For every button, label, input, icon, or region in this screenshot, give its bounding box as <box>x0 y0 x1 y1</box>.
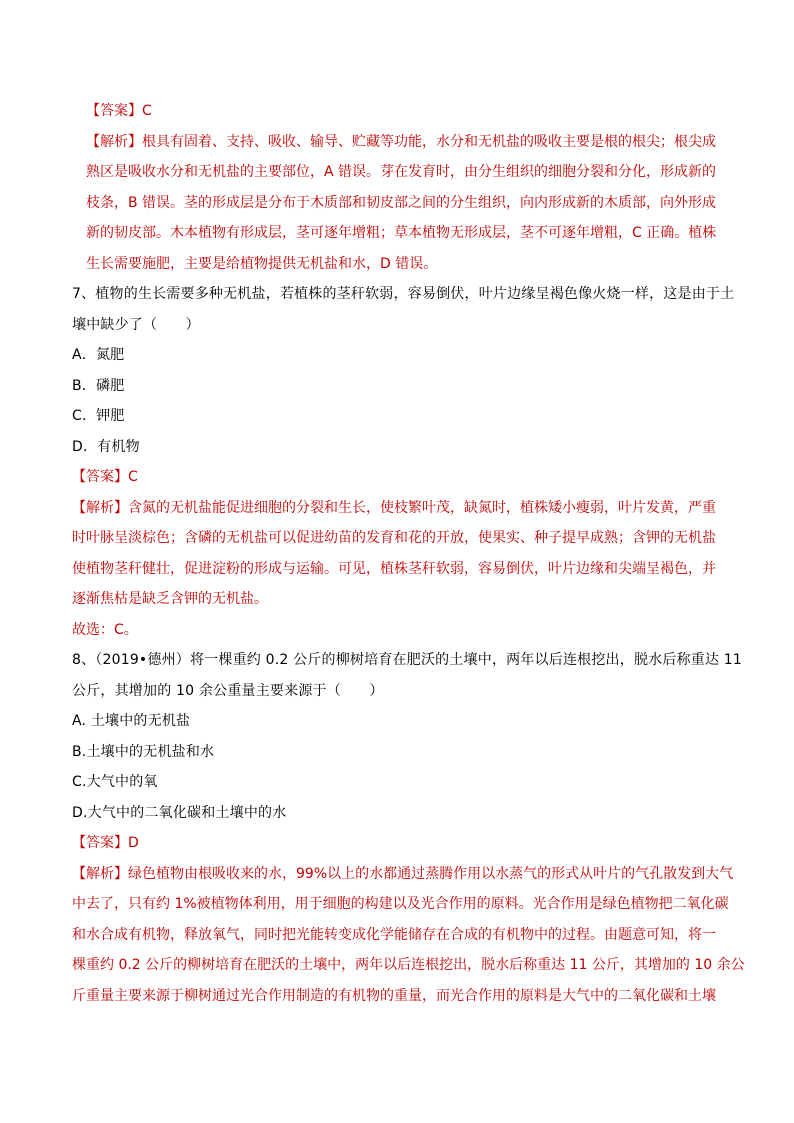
q6-analysis-line-2: 熟区是吸收水分和无机盐的主要部位，A 错误。芽在发育时，由分生组织的细胞分裂和分化，形成新的 <box>86 164 717 180</box>
q8-analysis-line-2: 中去了，只有约 1%被植物体利用，用于细胞的构建以及光合作用的原料。光合作用是绿色植物把二氧化碳 <box>72 896 729 912</box>
q7-option-a: A．氮肥 <box>72 347 125 363</box>
q7-option-d: D．有机物 <box>72 438 140 455</box>
q8-analysis-line-4: 棵重约 0.2 公斤的柳树培育在肥沃的土壤中，两年以后连根挖出，脱水后称重达 11 公斤，其增加的 10 余公 <box>72 957 745 973</box>
q7-stem-line-2: 壤中缺少了（ ） <box>72 316 200 333</box>
q6-analysis-line-5: 生长需要施肥，主要是给植物提供无机盐和水，D 错误。 <box>86 255 438 272</box>
q7-analysis-line-4: 逐渐焦枯是缺乏含钾的无机盐。 <box>72 591 268 607</box>
q6-answer-line <box>72 96 727 127</box>
q8-analysis-line-5: 斤重量主要来源于柳树通过光合作用制造的有机物的重量，而光合作用的原料是大气中的二氧化碳和土壤 <box>72 987 716 1004</box>
q6-analysis-line-4: 新的韧皮部。木本植物有形成层，茎可逐年增粗；草本植物无形成层，茎不可逐年增粗，C 正确。植株 <box>86 225 717 241</box>
q7-conclusion: 故选：C。 <box>72 621 138 638</box>
answer-value: D <box>128 835 139 851</box>
q8-option-c: C.大气中的氧 <box>72 774 158 790</box>
answer-tag: 【答案】 <box>72 469 128 485</box>
q8-answer-line <box>72 828 727 859</box>
analysis-tag: 【解析】 <box>86 133 142 150</box>
q7-analysis-line-3: 使植物茎秆健壮，促进淀粉的形成与运输。可见，植株茎秆软弱，容易倒伏，叶片边缘和尖端呈褐色，并 <box>72 560 716 577</box>
q6-analysis-line-1: 【解析】根具有固着、支持、吸收、输导、贮藏等功能，水分和无机盐的吸收主要是根的根尖；根尖成 <box>86 133 716 150</box>
analysis-tag: 【解析】 <box>72 499 128 516</box>
answer-value: C <box>142 103 152 119</box>
q6-analysis-line-3: 枝条，B 错误。茎的形成层是分布于木质部和韧皮部之间的分生组织，向内形成新的木质部，向外形成 <box>86 194 717 211</box>
q7-analysis-line-2: 时叶脉呈淡棕色；含磷的无机盐可以促进幼苗的发育和花的开放，使果实、种子提早成熟；含钾的无机盐 <box>72 530 716 546</box>
q8-analysis-line-1: 【解析】绿色植物由根吸收来的水，99%以上的水都通过蒸腾作用以水蒸气的形式从叶片的气孔散发到大气 <box>72 865 734 882</box>
q8-stem-line-2: 公斤，其增加的 10 余公重量主要来源于（ ） <box>72 682 384 699</box>
q8-option-a: A. 土壤中的无机盐 <box>72 713 191 729</box>
q7-answer-line <box>72 462 727 493</box>
document-page <box>72 96 745 1011</box>
q7-analysis-line-1: 【解析】含氮的无机盐能促进细胞的分裂和生长，使枝繁叶茂，缺氮时，植株矮小瘦弱，叶片发黄，严重 <box>72 499 716 516</box>
q8-analysis-line-3: 和水合成有机物，释放氧气，同时把光能转变成化学能储存在合成的有机物中的过程。由题意可知，将一 <box>72 926 716 943</box>
q7-option-c: C．钾肥 <box>72 408 125 424</box>
q7-stem-line-1: 7、植物的生长需要多种无机盐，若植株的茎秆软弱，容易倒伏，叶片边缘呈褐色像火烧一样，这是由于土 <box>72 286 735 302</box>
q7-option-b: B．磷肥 <box>72 377 125 394</box>
q8-option-b: B.土壤中的无机盐和水 <box>72 743 215 760</box>
answer-tag: 【答案】 <box>86 103 142 119</box>
q8-option-d: D.大气中的二氧化碳和土壤中的水 <box>72 804 287 821</box>
analysis-tag: 【解析】 <box>72 865 128 882</box>
answer-value: C <box>128 469 138 485</box>
q8-stem-line-1: 8、（2019•德州）将一棵重约 0.2 公斤的柳树培育在肥沃的土壤中，两年以后连根挖出，脱水后称重达 11 <box>72 652 743 668</box>
answer-tag: 【答案】 <box>72 835 128 851</box>
